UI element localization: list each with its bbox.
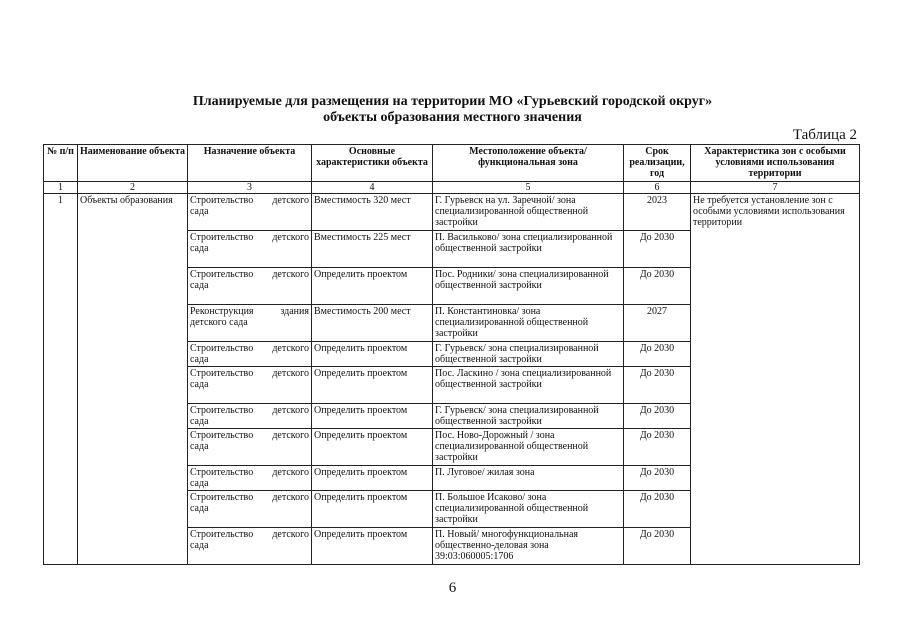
column-number: 3 — [188, 182, 312, 194]
location-cell: Пос. Родники/ зона специализированной общественной застройки — [433, 268, 624, 305]
column-header: Срок реализации, год — [624, 145, 691, 182]
purpose-cell: Строительство детского сада — [188, 404, 312, 429]
term-cell: До 2030 — [624, 231, 691, 268]
column-header: № п/п — [44, 145, 78, 182]
term-cell: До 2030 — [624, 429, 691, 466]
term-cell: До 2030 — [624, 528, 691, 565]
purpose-cell: Строительство детского сада — [188, 268, 312, 305]
table-caption: Таблица 2 — [792, 127, 857, 143]
table-row — [44, 194, 860, 231]
education-objects-table — [43, 144, 860, 565]
column-header: Наименование объекта — [78, 145, 188, 182]
characteristics-cell: Определить проектом — [312, 528, 433, 565]
term-cell: До 2030 — [624, 491, 691, 528]
location-cell: П. Большое Исаково/ зона специализированной общественной застройки — [433, 491, 624, 528]
term-cell: До 2030 — [624, 268, 691, 305]
term-cell: До 2030 — [624, 404, 691, 429]
column-number: 7 — [691, 182, 860, 194]
purpose-cell: Реконструкция здания детского сада — [188, 305, 312, 342]
zone-conditions-cell: Не требуется установление зон с особыми условиями использования территории — [691, 194, 860, 565]
document-title — [0, 94, 905, 126]
term-cell: До 2030 — [624, 466, 691, 491]
column-number: 5 — [433, 182, 624, 194]
column-header: Местоположение объекта/функциональная зона — [433, 145, 624, 182]
purpose-cell: Строительство детского сада — [188, 466, 312, 491]
characteristics-cell: Вместимость 320 мест — [312, 194, 433, 231]
characteristics-cell: Определить проектом — [312, 466, 433, 491]
characteristics-cell: Вместимость 225 мест — [312, 231, 433, 268]
location-cell: П. Луговое/ жилая зона — [433, 466, 624, 491]
location-cell: П. Васильково/ зона специализированной общественной застройки — [433, 231, 624, 268]
term-cell: 2027 — [624, 305, 691, 342]
location-cell: Г. Гурьевск/ зона специализированной общественной застройки — [433, 342, 624, 367]
location-cell: Пос. Ново-Дорожный / зона специализированной общественной застройки — [433, 429, 624, 466]
characteristics-cell: Определить проектом — [312, 404, 433, 429]
title-line-2: объекты образования местного значения — [323, 110, 582, 125]
page-number: 6 — [448, 580, 457, 596]
term-cell: 2023 — [624, 194, 691, 231]
purpose-cell: Строительство детского сада — [188, 231, 312, 268]
location-cell: Г. Гурьевск на ул. Заречной/ зона специализированной общественной застройки — [433, 194, 624, 231]
column-number: 4 — [312, 182, 433, 194]
column-number: 1 — [44, 182, 78, 194]
column-header: Основные характеристики объекта — [312, 145, 433, 182]
object-name-cell: Объекты образования — [78, 194, 188, 565]
location-cell: П. Константиновка/ зона специализированной общественной застройки — [433, 305, 624, 342]
characteristics-cell: Определить проектом — [312, 367, 433, 404]
purpose-cell: Строительство детского сада — [188, 367, 312, 404]
purpose-cell: Строительство детского сада — [188, 528, 312, 565]
column-header: Назначение объекта — [188, 145, 312, 182]
characteristics-cell: Вместимость 200 мест — [312, 305, 433, 342]
term-cell: До 2030 — [624, 367, 691, 404]
title-line-1: Планируемые для размещения на территории МО «Гурьевский городской округ» — [192, 94, 713, 109]
term-cell: До 2030 — [624, 342, 691, 367]
characteristics-cell: Определить проектом — [312, 491, 433, 528]
purpose-cell: Строительство детского сада — [188, 429, 312, 466]
purpose-cell: Строительство детского сада — [188, 194, 312, 231]
characteristics-cell: Определить проектом — [312, 342, 433, 367]
purpose-cell: Строительство детского сада — [188, 342, 312, 367]
location-cell: П. Новый/ многофункциональная общественно-деловая зона 39:03:060005:1706 — [433, 528, 624, 565]
purpose-cell: Строительство детского сада — [188, 491, 312, 528]
column-number: 6 — [624, 182, 691, 194]
column-header: Характеристика зон с особыми условиями использования территории — [691, 145, 860, 182]
location-cell: Г. Гурьевск/ зона специализированной общественной застройки — [433, 404, 624, 429]
table-header-row — [44, 145, 860, 182]
column-number: 2 — [78, 182, 188, 194]
group-number-cell: 1 — [44, 194, 78, 565]
column-number-row — [44, 182, 860, 194]
characteristics-cell: Определить проектом — [312, 268, 433, 305]
location-cell: Пос. Ласкино / зона специализированной общественной застройки — [433, 367, 624, 404]
characteristics-cell: Определить проектом — [312, 429, 433, 466]
